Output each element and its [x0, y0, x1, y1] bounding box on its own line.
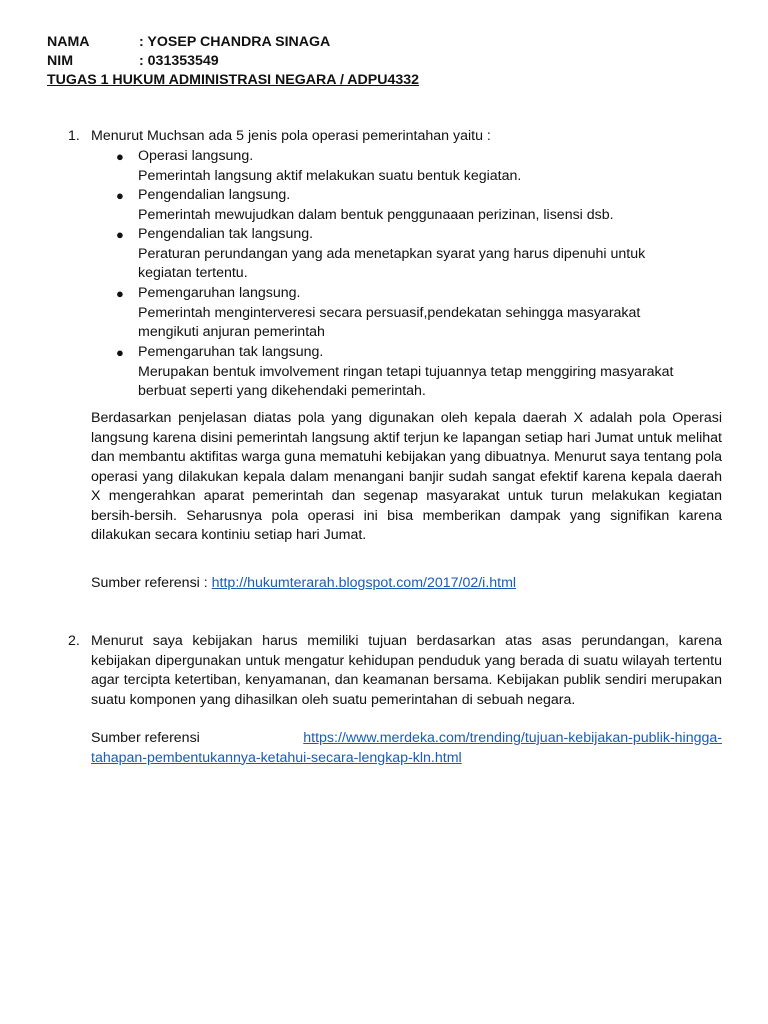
bullet-title: Pemengaruhan tak langsung. [138, 344, 324, 360]
source-link[interactable]: https://www.merdeka.com/trending/tujuan-kebijakan-publik-hingga- [303, 730, 722, 746]
assignment-title: TUGAS 1 HUKUM ADMINISTRASI NEGARA / ADPU4332 [47, 72, 420, 88]
question-2-number: 2. [68, 633, 80, 649]
source-label: Sumber referensi [91, 730, 200, 746]
bullet-item-5 [138, 343, 698, 402]
bullet-dot: ● [116, 149, 124, 164]
source-line-1 [91, 729, 722, 749]
question-1-number: 1. [68, 128, 80, 144]
bullet-title: Operasi langsung. [138, 148, 254, 164]
nama-label: NAMA [47, 34, 90, 50]
question-1-intro: Menurut Muchsan ada 5 jenis pola operasi pemerintahan yaitu : [91, 128, 491, 144]
question-1-source [91, 574, 722, 594]
bullet-title: Pengendalian tak langsung. [138, 226, 314, 242]
header-nim-row [47, 52, 219, 70]
source-link-continued[interactable]: tahapan-pembentukannya-ketahui-secara-lengkap-kln.html [91, 749, 462, 766]
bullet-dot: ● [116, 286, 124, 301]
nim-label: NIM [47, 53, 74, 69]
bullet-desc: Pemerintah langsung aktif melakukan suatu bentuk kegiatan. [138, 167, 522, 184]
source-line-2 [91, 749, 722, 769]
bullet-desc: Merupakan bentuk imvolvement ringan tetapi tujuannya tetap menggiring masyarakat berbuat seperti yang dikehendaki pemerintah. [138, 363, 674, 399]
question-2-source [91, 729, 722, 768]
bullet-dot: ● [116, 188, 124, 203]
source-label: Sumber referensi : [91, 575, 212, 591]
question-1-paragraph: Berdasarkan penjelasan diatas pola yang digunakan oleh kepala daerah X adalah pola Operasi langsung karena disini pemerintah langsung aktif terjun ke lapangan setiap hari Jumat untuk melihat dan membantu aktifitas warga guna mematuhi kebijakan yang dibuatnya. Menurut saya tentang pola operasi yang dilakukan kepala dalam menangani banjir sudah sangat efektif karena kepala daerah X mengerahkan aparat pemerintah dan segenap masyarakat untuk turun melakukan kegiatan bersih-bersih. Seharusnya pola operasi ini bisa memberikan dampak yang signifikan karena dilakukan secara kontiniu setiap hari Jumat. [91, 410, 722, 543]
question-2-paragraph: Menurut saya kebijakan harus memiliki tujuan berdasarkan atas asas perundangan, karena kebijakan dipergunakan untuk mengatur kehidupan penduduk yang berada di suatu wilayah tertentu agar tercipta ketertiban, kenyamanan, dan keamanan bersama. Kebijakan publik sendiri merupakan suatu komponen yang dihasilkan oleh suatu pemerintahan di sebuah negara. [91, 633, 722, 708]
source-link[interactable]: http://hukumterarah.blogspot.com/2017/02/i.html [211, 575, 517, 591]
bullet-dot: ● [116, 345, 124, 360]
bullet-item-3 [138, 225, 698, 284]
bullet-desc: Peraturan perundangan yang ada menetapkan syarat yang harus dipenuhi untuk kegiatan tertentu. [138, 245, 646, 281]
bullet-title: Pemengaruhan langsung. [138, 285, 301, 301]
bullet-dot: ● [116, 227, 124, 242]
bullet-item-2 [138, 186, 698, 225]
nama-value: : YOSEP CHANDRA SINAGA [139, 34, 331, 50]
bullet-item-1 [138, 147, 698, 186]
bullet-desc: Pemerintah mewujudkan dalam bentuk penggunaaan perizinan, lisensi dsb. [138, 206, 614, 223]
bullet-item-4 [138, 284, 698, 343]
bullet-desc: Pemerintah menginterveresi secara persuasif,pendekatan sehingga masyarakat mengikuti anjuran pemerintah [138, 304, 641, 340]
nim-value: : 031353549 [139, 53, 219, 69]
bullet-title: Pengendalian langsung. [138, 187, 291, 203]
header-nama-row [47, 33, 330, 51]
